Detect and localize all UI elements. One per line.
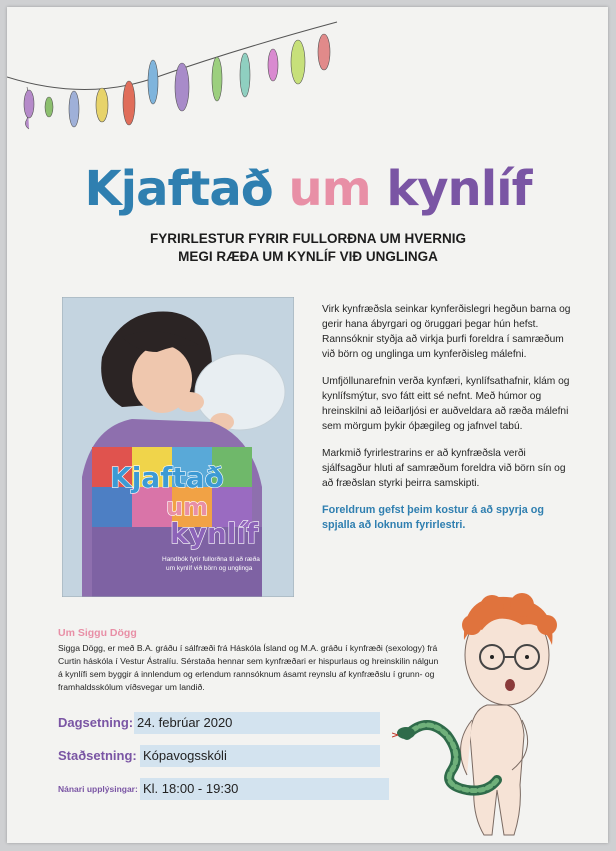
place-label: Staðsetning: (58, 748, 137, 763)
paragraph-2: Umfjöllunarefnin verða kynfæri, kynlífsathafnir, klám og kynlífsmýtur, svo fátt eitt sé nefnt. Með húmor og hreinskilni að leiðarljósi er auðveldara að ræða málefni sem mörgum þykir óþægileg og jafnvel tabú. (322, 376, 570, 432)
book-subtitle-line-1: Handbók fyrir fullorðna til að ræða (162, 556, 260, 563)
subtitle-line-2: MEGI RÆÐA UM KYNLÍF VIÐ UNGLINGA (178, 249, 438, 264)
paragraph-3: Markmið fyrirlestrarins er að kynfræðsla verði sjálfsagður hluti af samræðum foreldra við börn sín og að fræðslan styrki þeirra samskipti. (322, 448, 566, 489)
title-word-1: Kjaftað (84, 161, 273, 217)
book-title-line-1: Kjaftað (110, 461, 224, 494)
subtitle-line-1: FYRIRLESTUR FYRIR FULLORÐNA UM HVERNIG (150, 231, 466, 246)
poster (7, 7, 608, 843)
book-title-line-2: um (166, 493, 209, 521)
page-title (7, 159, 608, 219)
about-heading: Um Siggu Dögg (58, 627, 137, 639)
highlight-text: Foreldrum gefst þeim kostur á að spyrja og spjalla að loknum fyrirlestri. (322, 504, 544, 531)
about-text: Sigga Dögg, er með B.A. gráðu í sálfræði frá Háskóla Ísland og M.A. gráðu í kynfræði (sexology) frá Curtin háskóla í Vestur Ástralíu. Sérstaða hennar sem kynfræðari er hispurlaus og hreinskilin nálgun á kynlífi sem byggir á innlendum og erlendum rannsóknum ásamt reynslu af kynfræðslu í grunn- og framhaldsskólum víðsvegar um landið. (58, 643, 439, 692)
book-cover-photo (62, 297, 294, 597)
subtitle (7, 230, 608, 266)
boy-with-snake-illustration (392, 585, 592, 843)
description (322, 302, 572, 545)
place-value: Kópavogsskóli (140, 745, 380, 767)
paragraph-1: Virk kynfræðsla seinkar kynferðislegri hegðun barna og gerir hana ábyrgari og öruggari þegar hún hefst. Rannsóknir styðja að virkja þurfi foreldra í samræðum við börn og unglinga um kynferðisleg málefni. (322, 304, 571, 360)
book-title-line-3: kynlíf (170, 517, 259, 550)
info-value: Kl. 18:00 - 19:30 (140, 778, 389, 800)
date-label: Dagsetning: (58, 715, 134, 730)
balloon-garland-illustration (7, 7, 347, 147)
info-label: Nánari upplýsingar: (58, 784, 138, 794)
date-value: 24. febrúar 2020 (134, 712, 380, 734)
book-subtitle-line-2: um kynlíf við börn og unglinga (166, 565, 253, 572)
title-word-3: kynlíf (386, 161, 532, 217)
title-word-2: um (288, 161, 371, 217)
